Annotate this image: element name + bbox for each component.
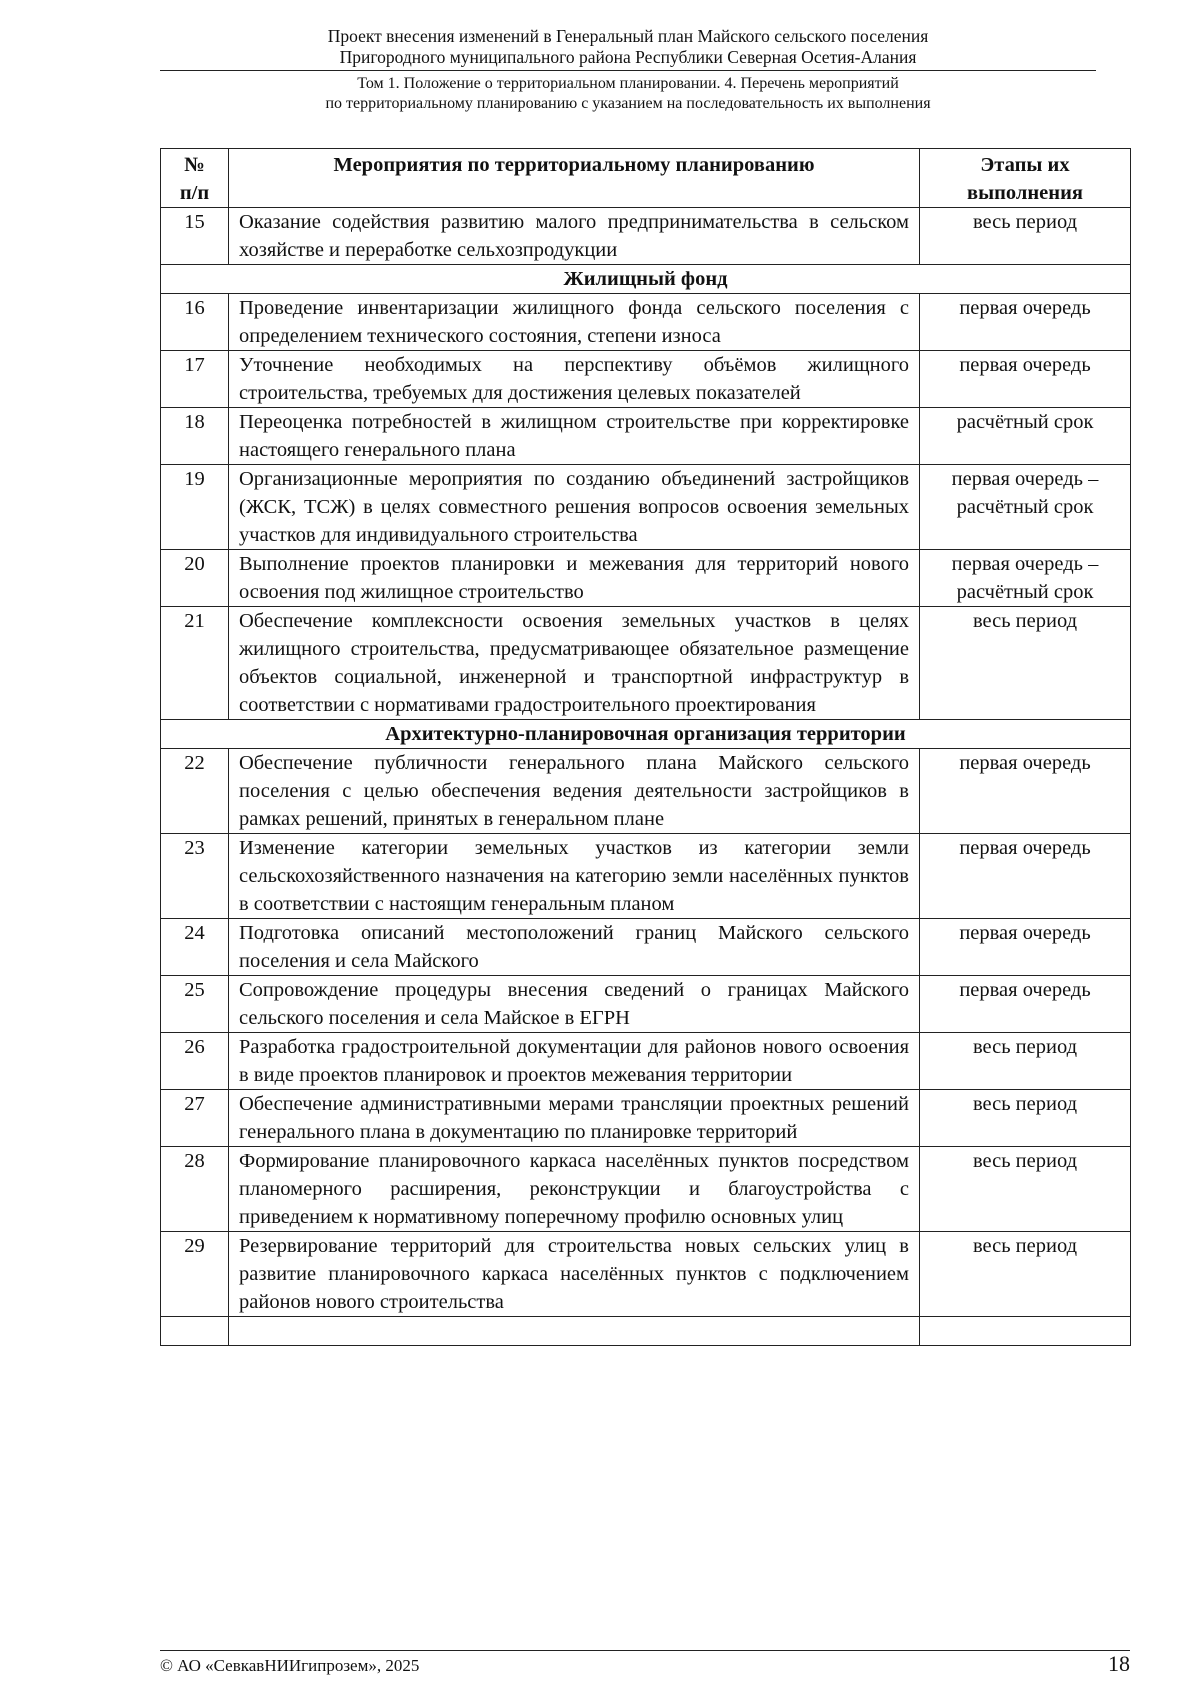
row-activity: Уточнение необходимых на перспективу объёмов жилищного строительства, требуемых для достижения целевых показателей: [229, 351, 920, 408]
page-header: [160, 26, 1096, 114]
section-title: Жилищный фонд: [161, 265, 1131, 294]
row-activity: Проведение инвентаризации жилищного фонда сельского поселения с определением технического состояния, степени износа: [229, 294, 920, 351]
table-row: [161, 208, 1131, 265]
footer-divider: [160, 1650, 1130, 1651]
table-row: [161, 607, 1131, 720]
column-header-stage-line1: Этапы их: [980, 154, 1070, 176]
row-number: 16: [161, 294, 229, 351]
column-header-stage-line2: выполнения: [967, 182, 1083, 204]
row-number: 27: [161, 1090, 229, 1147]
row-stage: [920, 408, 1131, 465]
row-stage: весь период: [920, 208, 1131, 265]
row-activity: Обеспечение комплексности освоения земельных участков в целях жилищного строительства, предусматривающее обязательное размещение объектов социальной, инженерной и транспортной инфраструктур в соответствии с нормативами градостроительного проектирования: [229, 607, 920, 720]
empty-cell: [229, 1317, 920, 1346]
section-title: Архитектурно-планировочная организация территории: [161, 720, 1131, 749]
measures-table: [160, 148, 1131, 1346]
row-activity: Обеспечение публичности генерального плана Майского сельского поселения с целью обеспечения ведения деятельности застройщиков в рамках решений, принятых в генеральном плане: [229, 749, 920, 834]
row-number: 17: [161, 351, 229, 408]
empty-cell: [161, 1317, 229, 1346]
row-stage-line: расчётный срок: [956, 411, 1094, 433]
table-header-row: [161, 149, 1131, 208]
row-activity: Выполнение проектов планировки и межевания для территорий нового освоения под жилищное строительство: [229, 550, 920, 607]
row-number: 20: [161, 550, 229, 607]
header-title-line1: Проект внесения изменений в Генеральный план Майского сельского поселения: [327, 26, 929, 46]
table-row: [161, 1033, 1131, 1090]
table-row-empty: [161, 1317, 1131, 1346]
table-row: [161, 1090, 1131, 1147]
table-row: [161, 351, 1131, 408]
row-stage: первая очередь: [920, 749, 1131, 834]
row-stage: весь период: [920, 1033, 1131, 1090]
row-activity: Формирование планировочного каркаса населённых пунктов посредством планомерного расширения, реконструкции и благоустройства с приведением к нормативному поперечному профилю основных улиц: [229, 1147, 920, 1232]
row-stage-line: первая очередь –: [951, 468, 1099, 490]
table-row: [161, 294, 1131, 351]
row-stage-line: расчётный срок: [956, 496, 1094, 518]
header-subtitle-line2: по территориальному планированию с указанием на последовательность их выполнения: [325, 95, 931, 112]
table-row: [161, 1232, 1131, 1317]
row-stage: весь период: [920, 1090, 1131, 1147]
column-header-number-line2: п/п: [179, 182, 210, 204]
row-activity: Разработка градостроительной документации для районов нового освоения в виде проектов планировок и проектов межевания территории: [229, 1033, 920, 1090]
row-stage: первая очередь: [920, 976, 1131, 1033]
table-row: [161, 550, 1131, 607]
column-header-stage: [920, 149, 1131, 208]
row-number: 18: [161, 408, 229, 465]
table-row: [161, 1147, 1131, 1232]
row-stage: [920, 607, 1131, 720]
table-row: [161, 465, 1131, 550]
section-row-architecture: [161, 720, 1131, 749]
row-activity: Обеспечение административными мерами трансляции проектных решений генерального плана в документацию по планировке территорий: [229, 1090, 920, 1147]
header-subtitle-line1: Том 1. Положение о территориальном планировании. 4. Перечень мероприятий: [357, 75, 899, 92]
row-activity: Изменение категории земельных участков из категории земли сельскохозяйственного назначения на категорию земли населённых пунктов в соответствии с настоящим генеральным планом: [229, 834, 920, 919]
row-stage: [920, 294, 1131, 351]
page-number: 18: [1108, 1651, 1130, 1676]
column-header-number-line1: №: [184, 154, 205, 176]
row-activity: Резервирование территорий для строительства новых сельских улиц в развитие планировочного каркаса населённых пунктов с подключением районов нового строительства: [229, 1232, 920, 1317]
row-stage-line: первая очередь: [959, 354, 1091, 376]
header-divider: [160, 70, 1096, 71]
row-stage: весь период: [920, 1147, 1131, 1232]
header-title-line2: Пригородного муниципального района Республики Северная Осетия-Алания: [339, 47, 917, 67]
row-number: 15: [161, 208, 229, 265]
row-stage: первая очередь: [920, 919, 1131, 976]
row-stage: первая очередь: [920, 834, 1131, 919]
table-row: [161, 919, 1131, 976]
table-row: [161, 749, 1131, 834]
column-header-activity: Мероприятия по территориальному планированию: [229, 149, 920, 208]
row-stage: весь период: [920, 1232, 1131, 1317]
measures-table-wrapper: [160, 148, 1130, 1346]
row-stage-line: первая очередь: [959, 297, 1091, 319]
row-number: 25: [161, 976, 229, 1033]
row-stage: [920, 351, 1131, 408]
table-row: [161, 976, 1131, 1033]
row-stage: [920, 465, 1131, 550]
section-row-housing: [161, 265, 1131, 294]
row-number: 19: [161, 465, 229, 550]
row-activity: Сопровождение процедуры внесения сведений о границах Майского сельского поселения и села Майское в ЕГРН: [229, 976, 920, 1033]
footer-copyright: © АО «СевкавНИИгипрозем», 2025: [160, 1656, 420, 1675]
row-stage-line: первая очередь –: [951, 553, 1099, 575]
row-number: 22: [161, 749, 229, 834]
row-activity: Переоценка потребностей в жилищном строительстве при корректировке настоящего генерального плана: [229, 408, 920, 465]
row-number: 26: [161, 1033, 229, 1090]
column-header-number: [161, 149, 229, 208]
row-stage: [920, 550, 1131, 607]
row-number: 21: [161, 607, 229, 720]
row-activity: Организационные мероприятия по созданию объединений застройщиков (ЖСК, ТСЖ) в целях совместного решения вопросов освоения земельных участков для индивидуального строительства: [229, 465, 920, 550]
table-row: [161, 408, 1131, 465]
row-number: 28: [161, 1147, 229, 1232]
row-activity: Подготовка описаний местоположений границ Майского сельского поселения и села Майского: [229, 919, 920, 976]
table-row: [161, 834, 1131, 919]
row-number: 23: [161, 834, 229, 919]
row-activity: Оказание содействия развитию малого предпринимательства в сельском хозяйстве и переработке сельхозпродукции: [229, 208, 920, 265]
row-number: 24: [161, 919, 229, 976]
row-stage-line: весь период: [972, 610, 1078, 632]
row-number: 29: [161, 1232, 229, 1317]
row-stage-line: расчётный срок: [956, 581, 1094, 603]
empty-cell: [920, 1317, 1131, 1346]
